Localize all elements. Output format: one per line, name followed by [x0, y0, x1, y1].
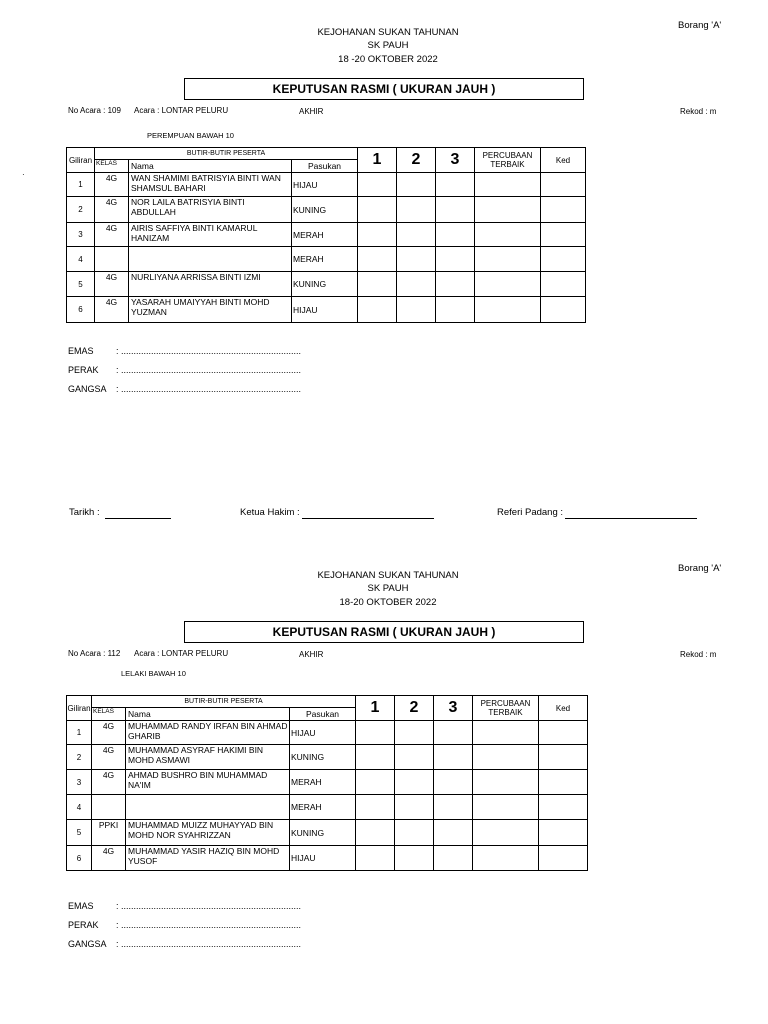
- row-number: 3: [67, 770, 92, 795]
- medal-emas-field[interactable]: : ........................................................................: [116, 901, 302, 911]
- tarikh-line[interactable]: [105, 518, 171, 519]
- header-kelas: KELAS: [92, 708, 126, 721]
- header-attempt-1: 1: [358, 148, 397, 173]
- attempt-1-cell[interactable]: [356, 846, 395, 871]
- best-cell[interactable]: [475, 272, 541, 297]
- row-kelas: 4G: [95, 173, 129, 197]
- attempt-1-cell[interactable]: [356, 820, 395, 846]
- ked-cell[interactable]: [541, 173, 586, 197]
- medal-gangsa-label: GANGSA: [68, 384, 107, 394]
- row-kelas: [95, 247, 129, 272]
- best-cell[interactable]: [475, 223, 541, 247]
- result-title: KEPUTUSAN RASMI ( UKURAN JAUH ): [184, 621, 584, 643]
- medal-gangsa-field[interactable]: : ........................................................................: [116, 384, 302, 394]
- header-pasukan: Pasukan: [290, 708, 356, 721]
- attempt-3-cell[interactable]: [436, 197, 475, 223]
- ketua-hakim-label: Ketua Hakim :: [240, 507, 300, 518]
- tarikh-label: Tarikh :: [69, 507, 100, 518]
- attempt-2-cell[interactable]: [395, 745, 434, 770]
- attempt-1-cell[interactable]: [358, 197, 397, 223]
- row-pasukan: HIJAU: [292, 173, 358, 197]
- header-butir: BUTIR-BUTIR PESERTA: [95, 148, 358, 160]
- ked-cell[interactable]: [541, 197, 586, 223]
- ked-cell[interactable]: [539, 795, 588, 820]
- row-nama: AIRIS SAFFIYA BINTI KAMARUL HANIZAM: [129, 223, 292, 247]
- ked-cell[interactable]: [539, 745, 588, 770]
- school-name: SK PAUH: [367, 583, 409, 594]
- header-attempt-3: 3: [436, 148, 475, 173]
- best-cell[interactable]: [473, 820, 539, 846]
- header-attempt-2: 2: [395, 696, 434, 721]
- category: PEREMPUAN BAWAH 10: [147, 131, 234, 140]
- ked-cell[interactable]: [539, 770, 588, 795]
- row-kelas: PPKI: [92, 820, 126, 846]
- best-cell[interactable]: [473, 745, 539, 770]
- ked-cell[interactable]: [541, 223, 586, 247]
- attempt-3-cell[interactable]: [436, 297, 475, 323]
- ked-cell[interactable]: [541, 272, 586, 297]
- best-cell[interactable]: [473, 770, 539, 795]
- table-row: [67, 197, 586, 223]
- header-attempt-2: 2: [397, 148, 436, 173]
- table-row: [67, 297, 586, 323]
- event-dates: 18 -20 OKTOBER 2022: [338, 54, 438, 65]
- header-butir: BUTIR-BUTIR PESERTA: [92, 696, 356, 708]
- header-ked: Ked: [541, 148, 586, 173]
- row-kelas: 4G: [95, 297, 129, 323]
- row-nama: MUHAMMAD RANDY IRFAN BIN AHMAD GHARIB: [126, 721, 290, 745]
- medal-emas-label: EMAS: [68, 346, 94, 356]
- result-title: KEPUTUSAN RASMI ( UKURAN JAUH ): [184, 78, 584, 100]
- row-pasukan: MERAH: [292, 247, 358, 272]
- results-table: [66, 147, 586, 323]
- row-pasukan: HIJAU: [292, 297, 358, 323]
- row-nama: [129, 247, 292, 272]
- round: AKHIR: [299, 650, 324, 659]
- attempt-2-cell[interactable]: [397, 297, 436, 323]
- attempt-2-cell[interactable]: [397, 247, 436, 272]
- header-percubaan: PERCUBAAN TERBAIK: [473, 696, 539, 721]
- attempt-1-cell[interactable]: [358, 272, 397, 297]
- header-ked: Ked: [539, 696, 588, 721]
- event-title: KEJOHANAN SUKAN TAHUNAN: [317, 570, 459, 581]
- best-cell[interactable]: [475, 297, 541, 323]
- attempt-1-cell[interactable]: [356, 770, 395, 795]
- row-kelas: [92, 795, 126, 820]
- row-pasukan: MERAH: [292, 223, 358, 247]
- row-pasukan: MERAH: [290, 795, 356, 820]
- school-name: SK PAUH: [367, 40, 409, 51]
- row-number: 1: [67, 173, 95, 197]
- medal-perak-label: PERAK: [68, 365, 99, 375]
- attempt-3-cell[interactable]: [436, 272, 475, 297]
- row-number: 2: [67, 197, 95, 223]
- table-row: [67, 795, 588, 820]
- row-nama: MUHAMMAD YASIR HAZIQ BIN MOHD YUSOF: [126, 846, 290, 871]
- attempt-1-cell[interactable]: [358, 223, 397, 247]
- no-acara: No Acara : 109: [68, 106, 121, 115]
- row-nama: WAN SHAMIMI BATRISYIA BINTI WAN SHAMSUL BAHARI: [129, 173, 292, 197]
- header-giliran: Giliran: [67, 696, 92, 721]
- header-kelas: KELAS: [95, 160, 129, 173]
- round: AKHIR: [299, 107, 324, 116]
- row-pasukan: KUNING: [290, 820, 356, 846]
- ked-cell[interactable]: [539, 721, 588, 745]
- attempt-1-cell[interactable]: [358, 297, 397, 323]
- attempt-3-cell[interactable]: [436, 173, 475, 197]
- row-number: 4: [67, 247, 95, 272]
- attempt-2-cell[interactable]: [395, 820, 434, 846]
- table-row: [67, 820, 588, 846]
- row-pasukan: KUNING: [292, 272, 358, 297]
- header-nama: Nama: [126, 708, 290, 721]
- row-kelas: 4G: [95, 272, 129, 297]
- row-number: 1: [67, 721, 92, 745]
- rekod: Rekod : m: [680, 107, 717, 116]
- row-kelas: 4G: [92, 745, 126, 770]
- row-kelas: 4G: [92, 721, 126, 745]
- attempt-1-cell[interactable]: [358, 173, 397, 197]
- attempt-1-cell[interactable]: [356, 721, 395, 745]
- row-number: 6: [67, 297, 95, 323]
- table-row: [67, 846, 588, 871]
- best-cell[interactable]: [473, 721, 539, 745]
- header-attempt-3: 3: [434, 696, 473, 721]
- attempt-1-cell[interactable]: [356, 745, 395, 770]
- table-row: [67, 721, 588, 745]
- table-row: [67, 272, 586, 297]
- header-giliran: Giliran: [67, 148, 95, 173]
- category: LELAKI BAWAH 10: [121, 669, 186, 678]
- row-nama: NURLIYANA ARRISSA BINTI IZMI: [129, 272, 292, 297]
- attempt-3-cell[interactable]: [434, 721, 473, 745]
- table-row: [67, 223, 586, 247]
- row-nama: YASARAH UMAIYYAH BINTI MOHD YUZMAN: [129, 297, 292, 323]
- row-pasukan: KUNING: [292, 197, 358, 223]
- margin-mark: ·: [22, 170, 25, 179]
- attempt-2-cell[interactable]: [395, 795, 434, 820]
- borang-label: Borang 'A': [678, 20, 722, 31]
- ketua-hakim-line[interactable]: [302, 518, 434, 519]
- row-kelas: 4G: [92, 846, 126, 871]
- results-table: [66, 695, 588, 871]
- event-title: KEJOHANAN SUKAN TAHUNAN: [317, 27, 459, 38]
- header-nama: Nama: [129, 160, 292, 173]
- rekod: Rekod : m: [680, 650, 717, 659]
- table-row: [67, 247, 586, 272]
- attempt-2-cell[interactable]: [395, 770, 434, 795]
- attempt-3-cell[interactable]: [434, 820, 473, 846]
- medal-gangsa-field[interactable]: : ........................................................................: [116, 939, 302, 949]
- table-row: [67, 745, 588, 770]
- best-cell[interactable]: [473, 795, 539, 820]
- row-kelas: 4G: [95, 223, 129, 247]
- medal-perak-field[interactable]: : ........................................................................: [116, 920, 302, 930]
- referi-line[interactable]: [565, 518, 697, 519]
- row-nama: MUHAMMAD MUIZZ MUHAYYAD BIN MOHD NOR SYAHRIZZAN: [126, 820, 290, 846]
- attempt-3-cell[interactable]: [434, 846, 473, 871]
- medal-emas-field[interactable]: : ........................................................................: [116, 346, 302, 356]
- no-acara: No Acara : 112: [68, 649, 121, 658]
- row-pasukan: HIJAU: [290, 721, 356, 745]
- row-number: 2: [67, 745, 92, 770]
- attempt-2-cell[interactable]: [397, 223, 436, 247]
- table-row: [67, 173, 586, 197]
- row-kelas: 4G: [92, 770, 126, 795]
- row-number: 5: [67, 272, 95, 297]
- ked-cell[interactable]: [539, 846, 588, 871]
- attempt-3-cell[interactable]: [436, 223, 475, 247]
- acara: Acara : LONTAR PELURU: [134, 649, 229, 658]
- attempt-3-cell[interactable]: [434, 770, 473, 795]
- ked-cell[interactable]: [541, 247, 586, 272]
- row-nama: MUHAMMAD ASYRAF HAKIMI BIN MOHD ASMAWI: [126, 745, 290, 770]
- attempt-3-cell[interactable]: [436, 247, 475, 272]
- row-number: 3: [67, 223, 95, 247]
- attempt-3-cell[interactable]: [434, 745, 473, 770]
- row-nama: [126, 795, 290, 820]
- header-attempt-1: 1: [356, 696, 395, 721]
- ked-cell[interactable]: [539, 820, 588, 846]
- event-dates: 18-20 OKTOBER 2022: [339, 597, 437, 608]
- attempt-3-cell[interactable]: [434, 795, 473, 820]
- row-nama: NOR LAILA BATRISYIA BINTI ABDULLAH: [129, 197, 292, 223]
- row-nama: AHMAD BUSHRO BIN MUHAMMAD NA'IM: [126, 770, 290, 795]
- best-cell[interactable]: [475, 247, 541, 272]
- row-number: 6: [67, 846, 92, 871]
- row-pasukan: KUNING: [290, 745, 356, 770]
- attempt-2-cell[interactable]: [395, 846, 434, 871]
- row-kelas: 4G: [95, 197, 129, 223]
- medal-emas-label: EMAS: [68, 901, 94, 911]
- best-cell[interactable]: [473, 846, 539, 871]
- ked-cell[interactable]: [541, 297, 586, 323]
- referi-label: Referi Padang :: [497, 507, 564, 518]
- row-number: 5: [67, 820, 92, 846]
- attempt-2-cell[interactable]: [395, 721, 434, 745]
- row-number: 4: [67, 795, 92, 820]
- attempt-2-cell[interactable]: [397, 272, 436, 297]
- best-cell[interactable]: [475, 197, 541, 223]
- row-pasukan: MERAH: [290, 770, 356, 795]
- table-row: [67, 770, 588, 795]
- acara: Acara : LONTAR PELURU: [134, 106, 229, 115]
- best-cell[interactable]: [475, 173, 541, 197]
- attempt-1-cell[interactable]: [356, 795, 395, 820]
- attempt-2-cell[interactable]: [397, 197, 436, 223]
- borang-label: Borang 'A': [678, 563, 722, 574]
- medal-perak-field[interactable]: : ........................................................................: [116, 365, 302, 375]
- attempt-2-cell[interactable]: [397, 173, 436, 197]
- header-percubaan: PERCUBAAN TERBAIK: [475, 148, 541, 173]
- medal-perak-label: PERAK: [68, 920, 99, 930]
- attempt-1-cell[interactable]: [358, 247, 397, 272]
- header-pasukan: Pasukan: [292, 160, 358, 173]
- medal-gangsa-label: GANGSA: [68, 939, 107, 949]
- row-pasukan: HIJAU: [290, 846, 356, 871]
